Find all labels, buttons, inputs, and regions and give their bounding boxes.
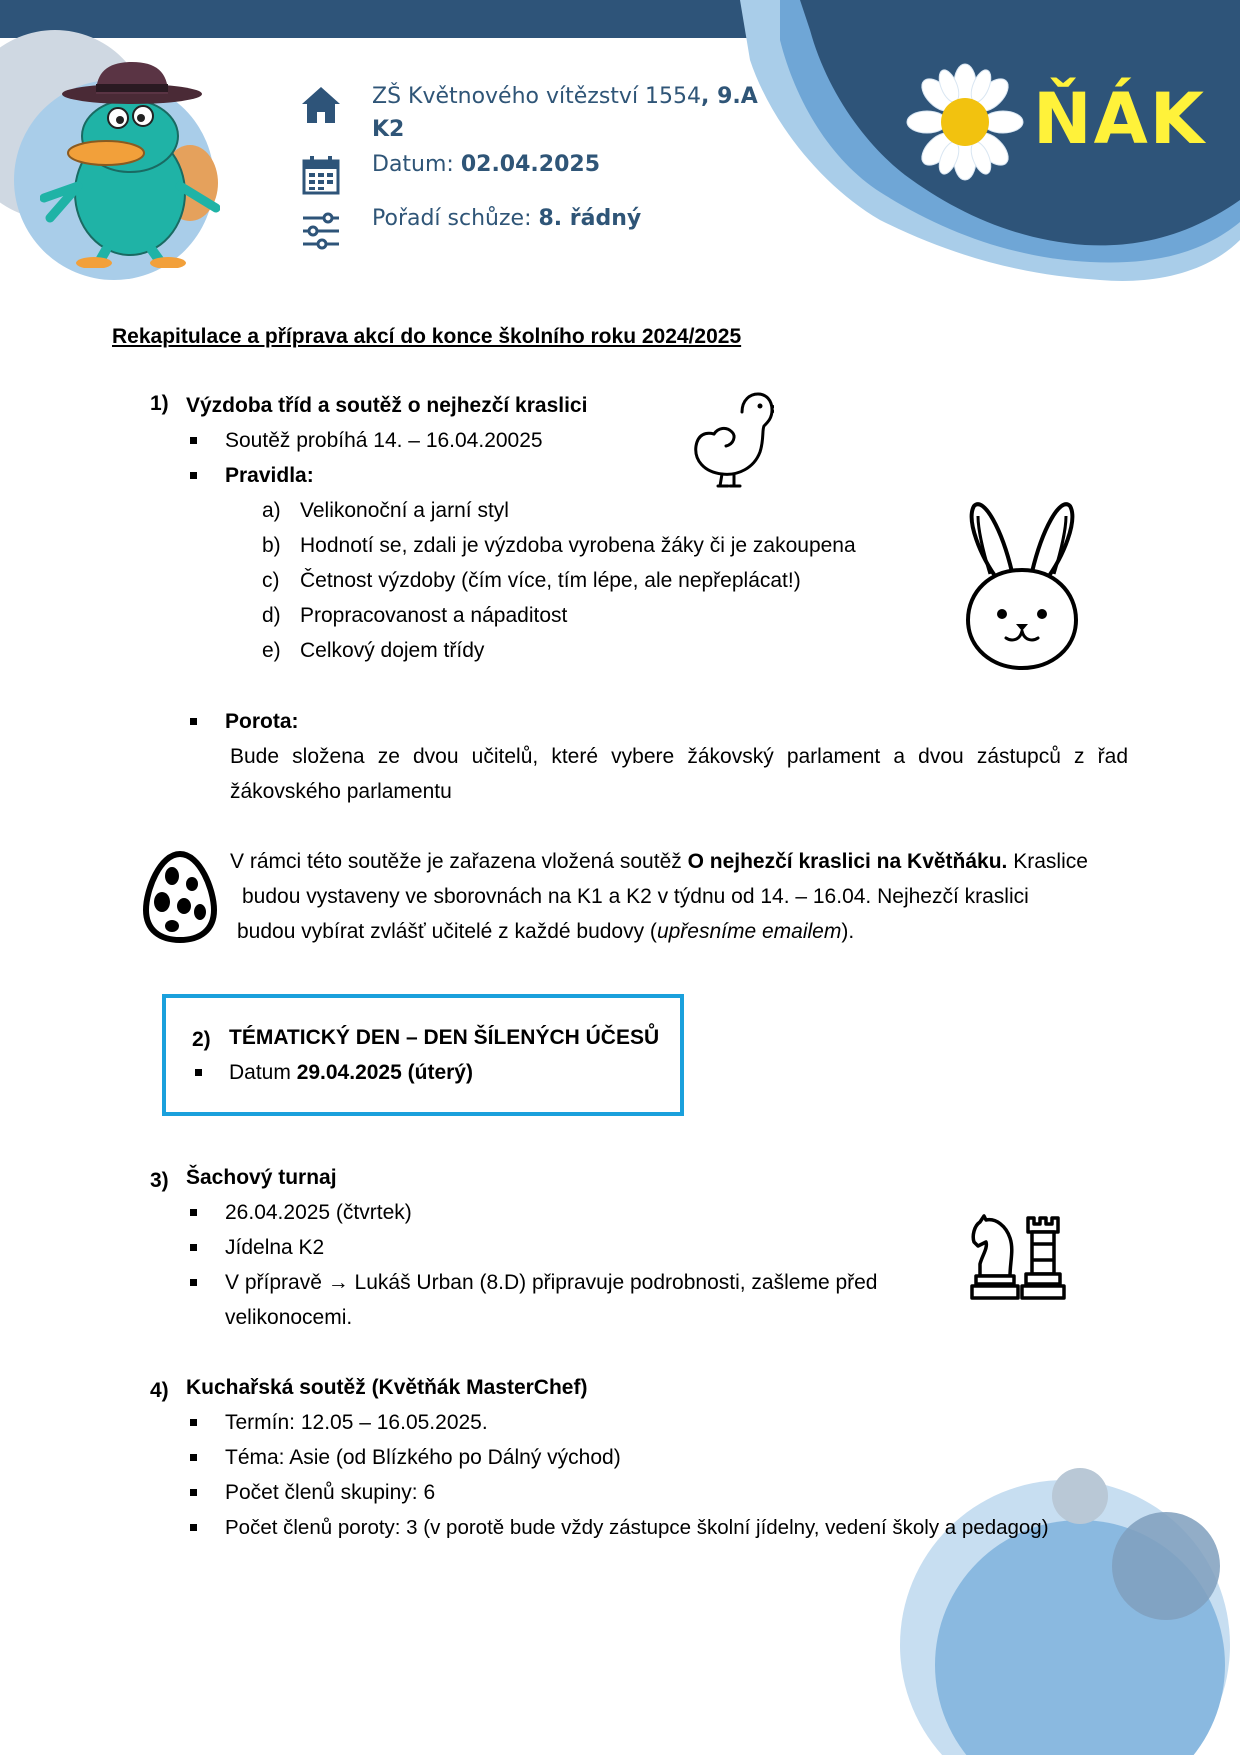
chess-pieces-icon [970, 1214, 1070, 1302]
jury-text: Bude složena ze dvou učitelů, které vybere žákovský parlament a dvou zástupců z řad žákovského parlamentu [230, 745, 1128, 803]
bullet [190, 1489, 197, 1496]
bullet [190, 718, 197, 725]
bullet [190, 1209, 197, 1216]
section4-bullet-theme: Téma: Asie (od Blízkého po Dálný východ) [225, 1446, 621, 1469]
section4-bullet-jury-size: Počet členů poroty: 3 (v porotě bude vždy zástupce školní jídelny, vedení školy a pedagog) [225, 1516, 1049, 1539]
section4-bullet-term: Termín: 12.05 – 16.05.2025. [225, 1411, 488, 1434]
section3-number: 3) [150, 1169, 169, 1192]
section1-bullet-dates: Soutěž probíhá 14. – 16.04.20025 [225, 429, 543, 452]
rule-text: Hodnotí se, zdali je výzdoba vyrobena žáky či je zakoupena [300, 534, 856, 557]
bullet [190, 1244, 197, 1251]
arrow-icon: → [327, 1271, 349, 1294]
bullet [190, 1419, 197, 1426]
section3-bullet-prep-line2: velikonocemi. [225, 1306, 353, 1329]
document-title: Rekapitulace a příprava akcí do konce školního roku 2024/2025 [112, 325, 742, 348]
logo-text: ŇÁK [1033, 78, 1207, 160]
decor-circle-small [1052, 1468, 1108, 1524]
nak-logo [905, 62, 1207, 182]
section4-title: Kuchařská soutěž (Květňák MasterChef) [186, 1376, 588, 1399]
section3-title: Šachový turnaj [186, 1166, 337, 1189]
section4-bullet-group-size: Počet členů skupiny: 6 [225, 1481, 436, 1504]
section3-bullet-prep: V přípravě → Lukáš Urban (8.D) připravuje podrobnosti, zašleme před [225, 1271, 878, 1294]
date-text: Datum: 02.04.2025 [372, 152, 601, 177]
section1-title: Výzdoba tříd a soutěž o nejhezčí kraslici [186, 394, 588, 417]
rule-letter: c) [262, 569, 280, 592]
chick-icon [690, 390, 774, 490]
home-icon [300, 84, 342, 126]
bunny-icon [962, 500, 1082, 672]
platypus-mascot [40, 58, 220, 268]
bullet [190, 1454, 197, 1461]
rule-letter: d) [262, 604, 281, 627]
section2-title: TÉMATICKÝ DEN – DEN ŠÍLENÝCH ÚČESŮ [229, 1026, 660, 1049]
egg-paragraph-line2: budou vystaveny ve sborovnách na K1 a K2 v týdnu od 14. – 16.04. Nejhezčí kraslici [242, 885, 1029, 908]
rule-letter: b) [262, 534, 281, 557]
section4-number: 4) [150, 1379, 169, 1402]
decor-circle-dark [1112, 1512, 1220, 1620]
section2-number: 2) [192, 1028, 211, 1051]
daisy-icon [905, 62, 1025, 182]
jury-title: Porota: [225, 710, 299, 733]
bullet [195, 1069, 202, 1076]
rule-text: Propracovanost a nápaditost [300, 604, 568, 627]
bullet [190, 437, 197, 444]
section1-number: 1) [150, 392, 169, 415]
bullet [190, 472, 197, 479]
rule-letter: e) [262, 639, 281, 662]
sliders-icon [300, 210, 342, 252]
rule-text: Četnost výzdoby (čím více, tím lépe, ale nepřeplácat!) [300, 569, 801, 592]
bullet [190, 1524, 197, 1531]
section3-bullet-place: Jídelna K2 [225, 1236, 325, 1259]
address-text: ZŠ Květnového vítězství 1554, 9.A K2 [372, 84, 758, 142]
rule-text: Celkový dojem třídy [300, 639, 485, 662]
chess-knight-icon [972, 1216, 1018, 1298]
calendar-icon [300, 154, 342, 196]
egg-paragraph-line1: V rámci této soutěže je zařazena vložená soutěž O nejhezčí kraslici na Květňáku. Kraslice [230, 850, 1088, 873]
rules-title: Pravidla: [225, 464, 314, 487]
rule-letter: a) [262, 499, 281, 522]
rule-text: Velikonoční a jarní styl [300, 499, 509, 522]
section2-date: Datum 29.04.2025 (úterý) [229, 1061, 473, 1084]
egg-paragraph-line3: budou vybírat zvlášť učitelé z každé budovy (upřesníme emailem). [237, 920, 855, 943]
order-text: Pořadí schůze: 8. řádný [372, 206, 642, 231]
egg-icon [142, 850, 218, 944]
bullet [190, 1279, 197, 1286]
chess-rook-icon [1022, 1218, 1064, 1298]
section3-bullet-date: 26.04.2025 (čtvrtek) [225, 1201, 412, 1224]
